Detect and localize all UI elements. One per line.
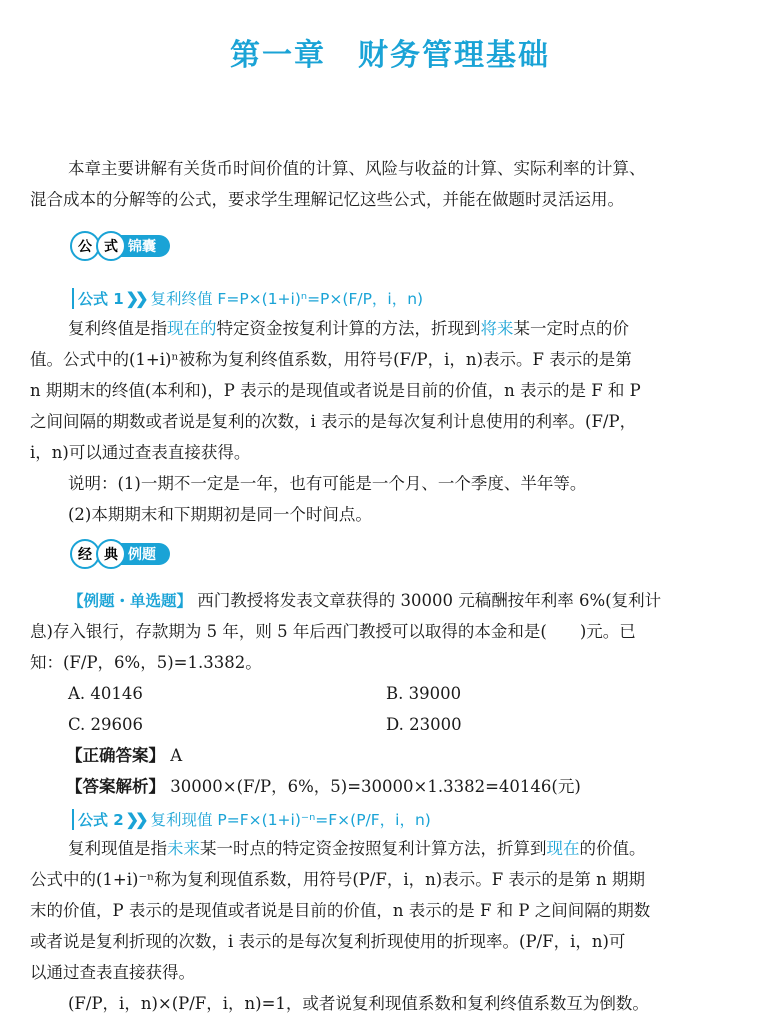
highlight-now: 现在的 <box>167 319 217 338</box>
option-d: D. 23000 <box>386 715 462 734</box>
formula-2-para-line-6: (F/P，i，n)×(P/F，i，n)=1，或者说复利现值系数和复利终值系数互为倒数。 <box>68 994 649 1013</box>
formula-2-para-line-3: 末的价值，P 表示的是现值或者说是目前的价值，n 表示的是 F 和 P 之间间隔的期数 <box>30 901 651 920</box>
text-segment: 特定资金按复利计算的方法，折现到 <box>216 319 481 338</box>
formula-section-badge <box>70 232 170 260</box>
formula-1-para-line-5: i，n)可以通过查表直接获得。 <box>30 443 251 462</box>
highlight-future: 将来 <box>480 319 514 338</box>
formula-2-para-line-5: 以通过查表直接获得。 <box>30 963 195 982</box>
chapter-title: 第一章 财务管理基础 <box>230 38 550 73</box>
formula-2-para-line-2: 公式中的(1+i)⁻ⁿ称为复利现值系数，用符号(P/F，i，n)表示。F 表示的是第 n 期期 <box>30 870 646 889</box>
formula-2-para-line-1 <box>68 838 646 860</box>
double-chevron-icon: ❯❯ <box>125 288 145 308</box>
formula-1-para-line-2: 值。公式中的(1+i)ⁿ被称为复利终值系数，用符号(F/P，i，n)表示。F 表示的是第 <box>30 350 632 369</box>
option-b: B. 39000 <box>386 684 462 703</box>
text-segment: 复利现值是指 <box>68 839 167 858</box>
formula-2-header <box>72 808 431 830</box>
formula-1-tag: 公式 1 <box>72 288 124 309</box>
formula-2-tag: 公式 2 <box>72 809 124 830</box>
example-section-badge <box>70 540 170 568</box>
answer-analysis <box>66 776 581 798</box>
answer-value: A <box>170 746 183 765</box>
intro-line-2: 混合成本的分解等的公式，要求学生理解记忆这些公式，并能在做题时灵活运用。 <box>30 190 624 209</box>
text-segment: 的价值。 <box>579 839 646 858</box>
formula-2-text: 复利现值 P=F×(1+i)⁻ⁿ=F×(P/F，i，n) <box>150 811 431 829</box>
formula-1-para-line-1 <box>68 318 629 340</box>
badge-char-2: 典 <box>96 539 126 569</box>
highlight-now: 现在 <box>546 839 580 858</box>
intro-line-1: 本章主要讲解有关货币时间价值的计算、风险与收益的计算、实际利率的计算、 <box>68 159 646 178</box>
option-a: A. 40146 <box>68 684 143 703</box>
example-tag: 【例题・单选题】 <box>68 592 193 610</box>
example-question-line-2: 息)存入银行，存款期为 5 年，则 5 年后西门教授可以取得的本金和是( )元。已 <box>30 622 636 641</box>
double-chevron-icon: ❯❯ <box>125 809 145 829</box>
badge-char-2: 式 <box>96 231 126 261</box>
badge-label: 锦囊 <box>118 235 170 257</box>
analysis-label: 【答案解析】 <box>66 777 165 796</box>
formula-1-text: 复利终值 F=P×(1+i)ⁿ=P×(F/P，i，n) <box>150 290 424 308</box>
badge-label: 例题 <box>118 543 170 565</box>
example-question-line-1 <box>68 590 661 612</box>
badge-char-1: 公 <box>70 231 100 261</box>
option-c: C. 29606 <box>68 715 144 734</box>
answer-label: 【正确答案】 <box>66 746 165 765</box>
text-segment: 某一定时点的价 <box>513 319 629 338</box>
formula-1-note-1: 说明：(1)一期不一定是一年，也有可能是一个月、一个季度、半年等。 <box>68 474 587 493</box>
formula-2-para-line-4: 或者说是复利折现的次数，i 表示的是每次复利折现使用的折现率。(P/F，i，n)可 <box>30 932 626 951</box>
formula-1-note-2: (2)本期期末和下期期初是同一个时间点。 <box>68 505 372 524</box>
text-segment: 西门教授将发表文章获得的 30000 元稿酬按年利率 6%(复利计 <box>197 591 662 610</box>
highlight-future: 未来 <box>167 839 200 858</box>
text-segment: 某一时点的特定资金按照复利计算方法，折算到 <box>200 839 547 858</box>
formula-1-header <box>72 287 423 309</box>
example-question-line-3: 知：(F/P，6%，5)=1.3382。 <box>30 653 262 672</box>
badge-char-1: 经 <box>70 539 100 569</box>
text-segment: 复利终值是指 <box>68 319 167 338</box>
analysis-value: 30000×(F/P，6%，5)=30000×1.3382=40146(元) <box>170 777 581 796</box>
correct-answer <box>66 745 182 767</box>
formula-1-para-line-3: n 期期末的终值(本利和)，P 表示的是现值或者说是目前的价值，n 表示的是 F 和 P <box>30 381 641 400</box>
formula-1-para-line-4: 之间间隔的期数或者说是复利的次数，i 表示的是每次复利计息使用的利率。(F/P， <box>30 412 637 431</box>
